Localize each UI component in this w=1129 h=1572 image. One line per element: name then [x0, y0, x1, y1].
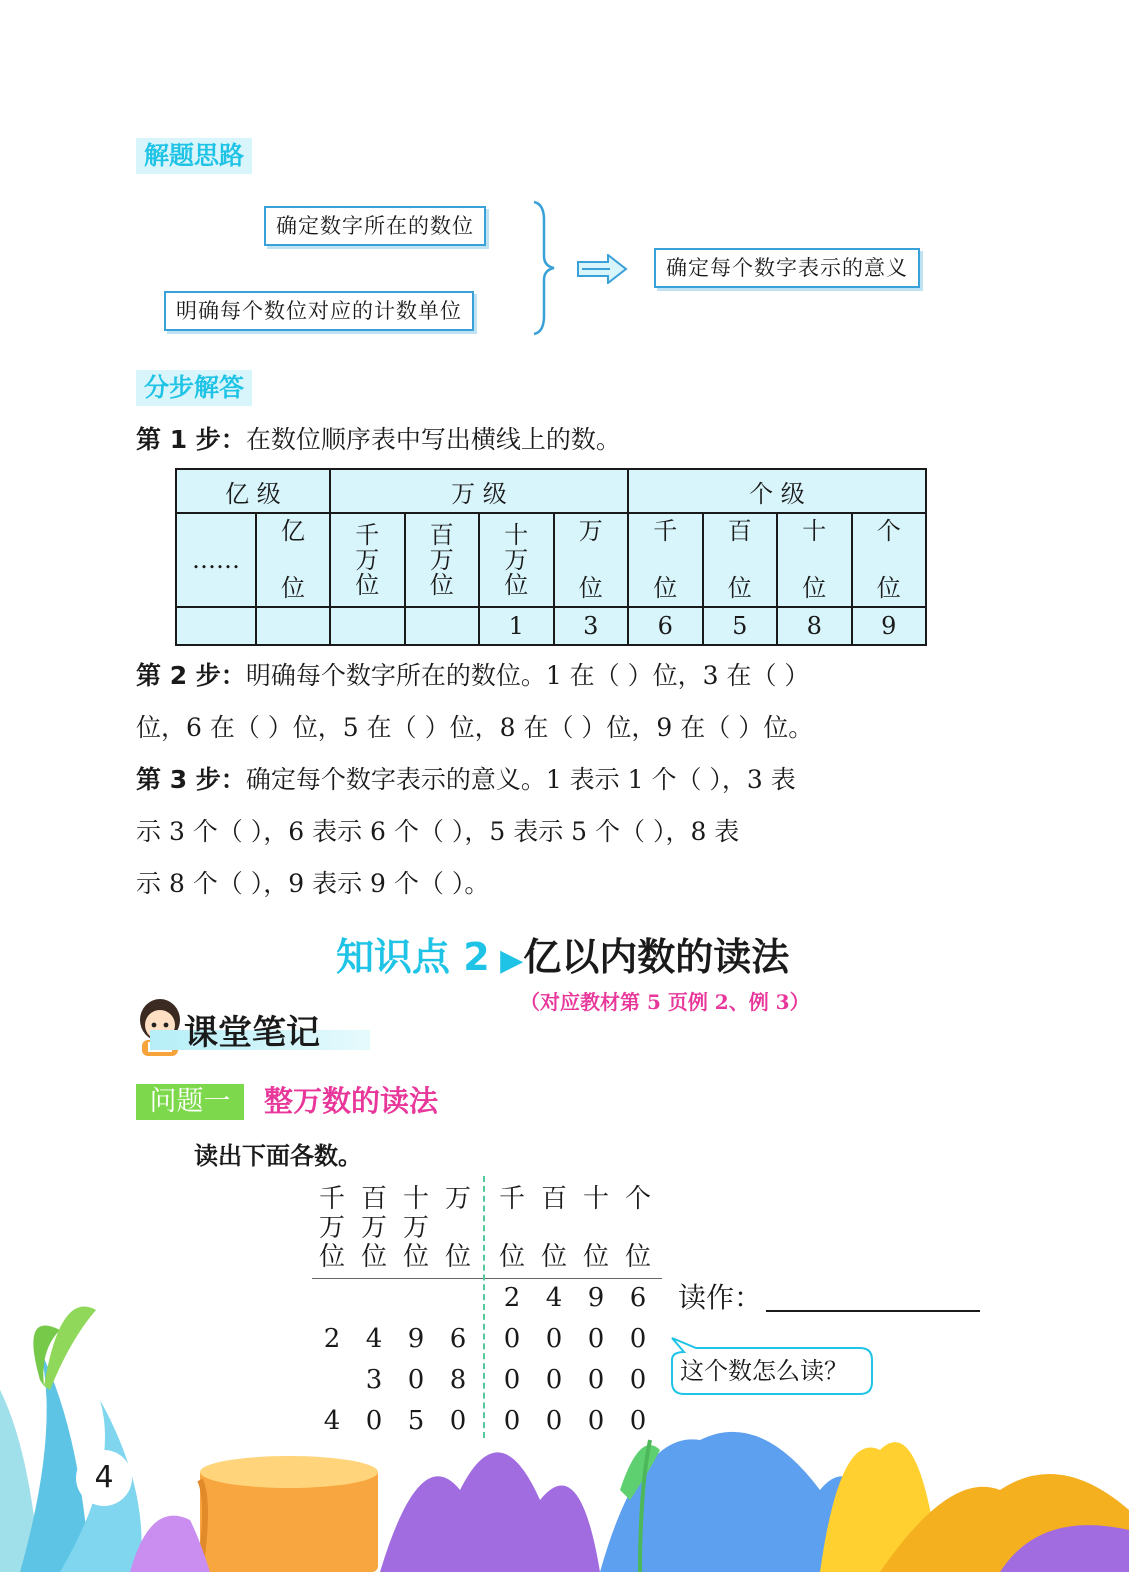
step3-label: 第 3 步： — [136, 765, 246, 794]
knowledge-number: 知识点 2 — [336, 935, 490, 979]
notes-title: 课堂笔记 — [184, 1013, 320, 1053]
page-number: 4 — [76, 1450, 132, 1506]
number-digit: 2 — [503, 1283, 521, 1313]
step2-line1: 第 2 步：明确每个数字所在的数位。1 在（ ）位，3 在（ ） — [136, 661, 810, 690]
step1-text: 在数位顺序表中写出横线上的数。 — [245, 425, 621, 454]
number-digit: 9 — [587, 1283, 605, 1313]
number-digit: 9 — [407, 1324, 425, 1354]
number-digit: 0 — [587, 1406, 605, 1436]
place-header-char: 十 — [582, 1184, 609, 1214]
right-brace-icon — [530, 200, 560, 336]
group-yi: 亿 级 — [176, 469, 330, 513]
knowledge-reference: （对应教材第 5 页例 2、例 3） — [520, 990, 810, 1014]
step3-line2: 示 3 个（ ），6 表示 6 个（ ），5 表示 5 个（ ），8 表 — [136, 817, 740, 846]
place-header-char: 百 — [540, 1184, 567, 1214]
triangle-icon: ▶ — [489, 943, 524, 978]
step2-label: 第 2 步： — [136, 661, 246, 690]
step2-line2: 位，6 在（ ）位，5 在（ ）位，8 在（ ）位，9 在（ ）位。 — [136, 713, 814, 742]
place-header-char: 位 — [360, 1242, 387, 1272]
digit-cell — [176, 607, 256, 645]
digit-cell: 6 — [628, 607, 703, 645]
speech-bubble-text: 这个数怎么读？ — [680, 1357, 848, 1385]
place-header-char: 千 — [318, 1184, 345, 1214]
place-header-char: 位 — [582, 1242, 609, 1272]
problem-tag: 问题一 — [136, 1084, 244, 1120]
box-determine-meaning: 确定每个数字表示的意义 — [654, 248, 920, 288]
step3-line3: 示 8 个（ ），9 表示 9 个（ ）。 — [136, 869, 490, 898]
number-digit: 0 — [545, 1406, 563, 1436]
number-digit: 0 — [629, 1324, 647, 1354]
box-clarify-counting-unit: 明确每个数位对应的计数单位 — [164, 291, 474, 331]
digit-cell: 9 — [852, 607, 927, 645]
group-wan: 万 级 — [330, 469, 628, 513]
section-tag-step-answer: 分步解答 — [136, 370, 252, 406]
number-digit: 0 — [503, 1324, 521, 1354]
number-digit: 0 — [449, 1406, 467, 1436]
knowledge-heading — [336, 934, 789, 984]
place-shi: 十 位 — [777, 513, 852, 607]
box-determine-digit-place: 确定数字所在的数位 — [264, 206, 486, 246]
number-digit: 0 — [407, 1365, 425, 1395]
number-digit: 4 — [365, 1324, 383, 1354]
place-wan: 万 位 — [554, 513, 629, 607]
place-header-char: 位 — [540, 1242, 567, 1272]
number-digit: 2 — [323, 1324, 341, 1354]
group-ge: 个 级 — [628, 469, 926, 513]
place-header-char: 位 — [318, 1242, 345, 1272]
place-header-char: 百 — [360, 1184, 387, 1214]
number-digit: 0 — [365, 1406, 383, 1436]
digit-cell — [405, 607, 480, 645]
step3-line1: 第 3 步：确定每个数字表示的意义。1 表示 1 个（ ），3 表 — [136, 765, 796, 794]
number-digit: 0 — [629, 1406, 647, 1436]
place-baiwan: 百 万 位 — [405, 513, 480, 607]
place-header-char: 位 — [624, 1242, 651, 1272]
knowledge-title: 亿以内数的读法 — [523, 935, 790, 979]
place-header-char: 万 — [402, 1213, 429, 1243]
place-header-char: 位 — [444, 1242, 471, 1272]
digit-cell: 3 — [554, 607, 629, 645]
read-label: 读作： — [678, 1281, 763, 1314]
step1-line — [136, 424, 621, 456]
place-header-char: 位 — [498, 1242, 525, 1272]
number-digit: 0 — [503, 1365, 521, 1395]
digit-cell: 8 — [777, 607, 852, 645]
number-digit: 4 — [545, 1283, 563, 1313]
place-header-char: 万 — [444, 1184, 471, 1214]
place-header-char: 万 — [318, 1213, 345, 1243]
problem-instruction: 读出下面各数。 — [194, 1142, 362, 1170]
number-digit: 0 — [545, 1365, 563, 1395]
number-digit: 3 — [365, 1365, 383, 1395]
digit-cell — [256, 607, 330, 645]
grass-decoration-icon — [0, 1290, 1129, 1572]
number-digit: 0 — [587, 1324, 605, 1354]
place-qianwan: 千 万 位 — [330, 513, 405, 607]
place-bai: 百 位 — [703, 513, 778, 607]
place-qian: 千 位 — [628, 513, 703, 607]
number-digit: 0 — [503, 1406, 521, 1436]
place-header-char: 千 — [498, 1184, 525, 1214]
digit-cell: 5 — [703, 607, 778, 645]
ellipsis-cell: …… — [176, 513, 256, 607]
step1-label: 第 1 步： — [136, 425, 246, 454]
header-underline — [312, 1278, 662, 1279]
number-digit: 8 — [449, 1365, 467, 1395]
place-shiwan: 十 万 位 — [479, 513, 554, 607]
double-arrow-icon — [576, 254, 628, 284]
number-digit: 4 — [323, 1406, 341, 1436]
number-digit: 0 — [545, 1324, 563, 1354]
place-header-char: 万 — [360, 1213, 387, 1243]
section-tag-solution-idea: 解题思路 — [136, 138, 252, 174]
number-digit: 5 — [407, 1406, 425, 1436]
place-yi: 亿 位 — [256, 513, 330, 607]
place-value-table — [175, 468, 927, 646]
problem-title: 整万数的读法 — [264, 1084, 439, 1118]
place-ge: 个 位 — [852, 513, 927, 607]
number-digit: 6 — [629, 1283, 647, 1313]
digit-cell — [330, 607, 405, 645]
digit-cell: 1 — [479, 607, 554, 645]
number-digit: 6 — [449, 1324, 467, 1354]
place-header-char: 十 — [402, 1184, 429, 1214]
number-digit: 0 — [587, 1365, 605, 1395]
number-digit: 0 — [629, 1365, 647, 1395]
place-header-char: 个 — [624, 1184, 651, 1214]
place-header-char: 位 — [402, 1242, 429, 1272]
